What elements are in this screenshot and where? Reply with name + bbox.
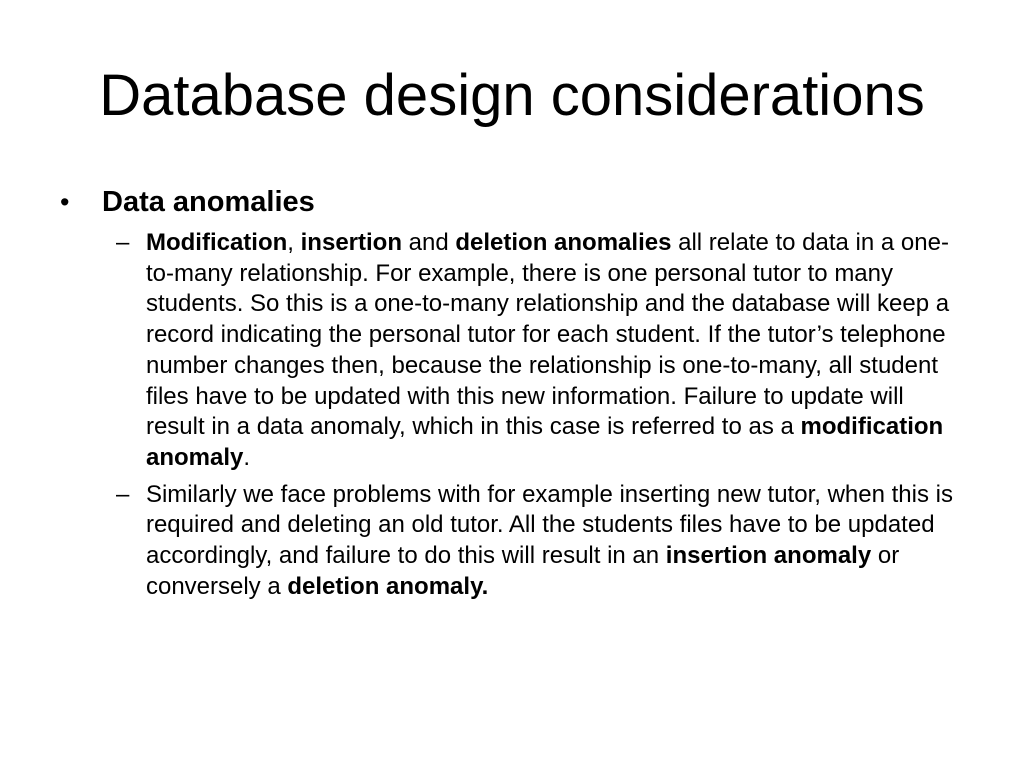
bold-term: modification anomaly — [145, 413, 944, 471]
sub-bullet-text — [146, 480, 960, 603]
sub-bullet-list — [116, 228, 960, 602]
text-run: and — [401, 229, 456, 256]
bold-term: insertion anomaly — [665, 542, 872, 570]
slide-title: Database design considerations — [99, 63, 925, 128]
sub-bullet-modification — [116, 228, 960, 474]
text-run: , — [287, 229, 301, 256]
bullet-heading: Data anomalies — [102, 186, 315, 218]
bold-term: deletion anomaly. — [287, 572, 489, 600]
bold-term: insertion — [300, 229, 402, 256]
bullet-heading-row — [60, 184, 960, 220]
bold-term: Modification — [145, 229, 288, 256]
text-run: Similarly we face problems with for example inserting new tutor, when this is required and deleting an old tutor. All the students files have to be updated accordingly, and failure to do this will result in an — [145, 480, 953, 570]
text-run: all relate to data in a one-to-many relationship. For example, there is one personal tutor to many students. So this is a one-to-many relationship and the database will keep a record indicating the personal tutor for each student. If the tutor’s telephone number changes then, because the relationship is one-to-many, all student files have to be updated with this new information. Failure to update will result in a data anomaly, which in this case is referred to as a — [145, 229, 950, 441]
sub-bullet-insertion-deletion — [116, 480, 960, 603]
sub-bullet-marker: – — [116, 480, 130, 508]
bullet-data-anomalies — [60, 184, 960, 608]
text-run: . — [243, 443, 251, 471]
sub-bullet-marker: – — [116, 229, 130, 256]
sub-bullet-text — [146, 228, 960, 474]
text-run: or conversely a — [145, 542, 900, 600]
bold-term: deletion anomalies — [455, 229, 672, 256]
bullet-marker: • — [60, 187, 70, 217]
